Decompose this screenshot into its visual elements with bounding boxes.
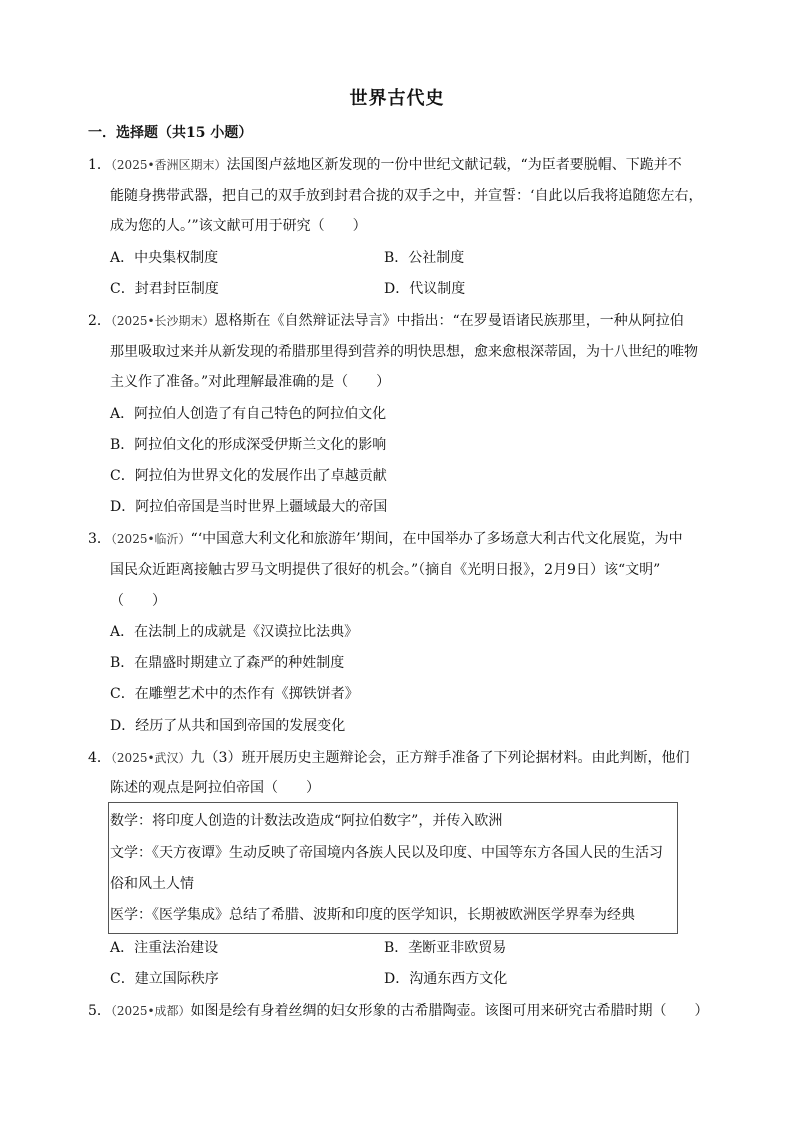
question-5 bbox=[88, 1001, 709, 1021]
question-text: （ ） bbox=[110, 593, 166, 609]
option-a[interactable]: A．阿拉伯人创造了有自己特色的阿拉伯文化 bbox=[110, 406, 387, 422]
option-c[interactable]: C．在雕塑艺术中的杰作有《掷铁饼者》 bbox=[110, 686, 359, 702]
question-text: 成为您的人。’”该文献可用于研究（ ） bbox=[110, 218, 367, 234]
question-3 bbox=[88, 529, 688, 549]
option-b[interactable]: B．在鼎盛时期建立了森严的种姓制度 bbox=[110, 655, 345, 671]
option-d[interactable]: D．代议制度 bbox=[384, 281, 466, 297]
question-source: （2025•临沂） bbox=[110, 532, 191, 546]
page-title: 世界古代史 bbox=[349, 88, 445, 109]
option-d[interactable]: D．经历了从共和国到帝国的发展变化 bbox=[110, 718, 346, 734]
question-text: “‘中国意大利文化和旅游年’期间，在中国举办了多场意大利古代文化展览，为中 bbox=[190, 531, 683, 547]
question-source: （2025•长沙期末） bbox=[110, 314, 215, 328]
option-d[interactable]: D．阿拉伯帝国是当时世界上疆域最大的帝国 bbox=[110, 499, 388, 515]
question-1 bbox=[88, 155, 688, 175]
question-number: 1． bbox=[88, 157, 111, 173]
option-c[interactable]: C．阿拉伯为世界文化的发展作出了卓越贡献 bbox=[110, 468, 387, 484]
option-a[interactable]: A．在法制上的成就是《汉谟拉比法典》 bbox=[110, 624, 359, 640]
option-c[interactable]: C．封君封臣制度 bbox=[110, 281, 219, 297]
question-text: 能随身携带武器，把自己的双手放到封君合拢的双手之中，并宣誓：‘自此以后我将追随您左右， bbox=[110, 188, 703, 204]
material-line: 俗和风土人情 bbox=[110, 876, 194, 892]
question-number: 2． bbox=[88, 313, 111, 329]
question-number: 4． bbox=[88, 750, 111, 766]
question-text: 陈述的观点是阿拉伯帝国（ ） bbox=[110, 780, 320, 796]
question-text: 法国图卢兹地区新发现的一份中世纪文献记载，“为臣者要脱帽、下跪并不 bbox=[226, 157, 682, 173]
question-source: （2025•成都） bbox=[110, 1004, 191, 1018]
material-line: 医学：《医学集成》总结了希腊、波斯和印度的医学知识，长期被欧洲医学界奉为经典 bbox=[110, 907, 635, 923]
question-number: 5． bbox=[88, 1003, 111, 1019]
question-source: （2025•武汉） bbox=[110, 751, 191, 765]
question-text: 那里吸取过来并从新发现的希腊那里得到营养的明快思想，愈来愈根深蒂固，为十八世纪的唯物 bbox=[110, 344, 698, 360]
question-text: 国民众近距离接触古罗马文明提供了很好的机会。”（摘自《光明日报》，2月9日）该“文明” bbox=[110, 562, 661, 578]
question-4 bbox=[88, 748, 688, 768]
question-text: 如图是绘有身着丝绸的妇女形象的古希腊陶壶。该图可用来研究古希腊时期（ ） bbox=[190, 1003, 709, 1019]
option-b[interactable]: B．垄断亚非欧贸易 bbox=[384, 940, 507, 956]
option-a[interactable]: A．中央集权制度 bbox=[110, 250, 219, 266]
section-heading: 一．选择题（共15 小题） bbox=[88, 125, 253, 141]
option-d[interactable]: D．沟通东西方文化 bbox=[384, 971, 508, 987]
question-2 bbox=[88, 311, 688, 331]
question-text: 主义作了准备。”对此理解最准确的是（ ） bbox=[110, 374, 391, 390]
option-b[interactable]: B．公社制度 bbox=[384, 250, 465, 266]
question-source: （2025•香洲区期末） bbox=[110, 158, 227, 172]
option-a[interactable]: A．注重法治建设 bbox=[110, 940, 219, 956]
material-line: 数学：将印度人创造的计数法改造成“阿拉伯数字”，并传入欧洲 bbox=[110, 813, 503, 829]
question-text: 恩格斯在《自然辩证法导言》中指出：“在罗曼语诸民族那里，一种从阿拉伯 bbox=[214, 313, 684, 329]
option-b[interactable]: B．阿拉伯文化的形成深受伊斯兰文化的影响 bbox=[110, 437, 387, 453]
question-number: 3． bbox=[88, 531, 111, 547]
question-text: 九（3）班开展历史主题辩论会，正方辩手准备了下列论据材料。由此判断，他们 bbox=[190, 750, 690, 766]
option-c[interactable]: C．建立国际秩序 bbox=[110, 971, 219, 987]
material-line: 文学：《天方夜谭》生动反映了帝国境内各族人民以及印度、中国等东方各国人民的生活习 bbox=[110, 845, 663, 861]
